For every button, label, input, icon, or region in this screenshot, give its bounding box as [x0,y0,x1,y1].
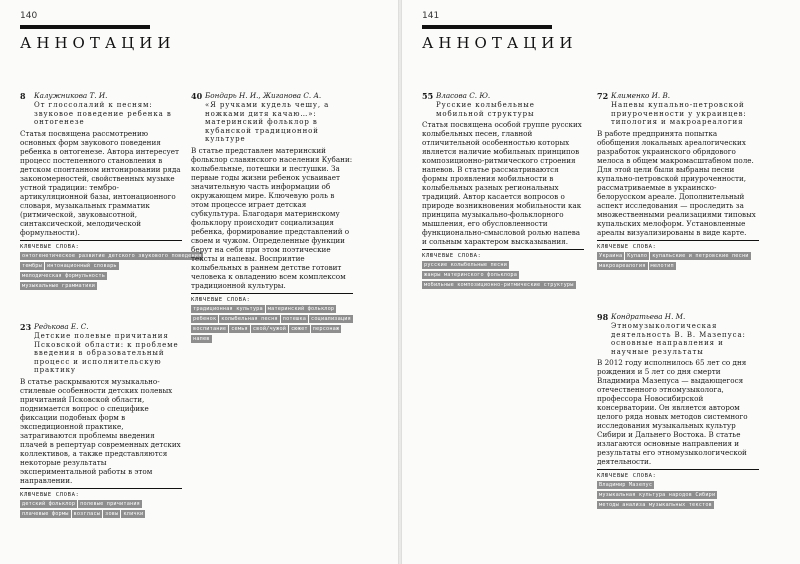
keyword-tag[interactable]: семья [231,325,248,332]
keyword-tag[interactable]: воспитание [193,325,227,332]
keywords-list [191,305,355,345]
keyword-tag[interactable]: зовы [105,510,119,517]
entry-author: Клименко И. В. [611,91,671,100]
entry-rule [191,293,353,294]
keyword-tag[interactable]: полевые причитания [80,500,140,507]
entry-title: Детские полевые причитания Псковской области: к проблеме введения в образовательный процесс и исполнительскую практику [34,332,179,375]
keywords-list [422,261,586,291]
entry-text: Статья посвящена особой группе русских колыбельных песен, главной отличительной особенностью которых является наличие мобильных принципов композиционно-ритмического строения напевов. В статье рассматриваются формы проявления мобильности в колыбельных разных региональных традиций. Автор касается вопросов о природе возникновения мобильности как принципа музыкально-фольклорного мышления, его обусловленности функционально-смысловой ролью напева и сольным характером высказывания. [422,120,582,247]
keyword-tag[interactable]: возгласы [73,510,101,517]
keyword-tag[interactable]: онтогенетическое развитие детского звукового поведения [22,252,202,259]
entry-author: Калужникова Т. И. [34,91,108,100]
entry-author: Кондратьева Н. М. [611,312,686,321]
header-rule [20,25,150,29]
entry-rule [597,240,759,241]
keyword-tag[interactable]: музыкальные грамматики [22,282,96,289]
keyword-tag[interactable]: русские колыбельные песни [424,262,508,269]
entry-number: 40 [191,91,203,101]
annotation-entry [597,91,759,272]
entry-number: 72 [597,91,609,101]
keyword-tag[interactable]: мелотип [650,262,674,269]
keyword-tag[interactable]: методы анализа музыкальных текстов [599,502,712,509]
entry-number: 8 [20,91,26,101]
page-number: 141 [422,11,440,21]
entry-title: Русские колыбельные мобильной структуры [436,101,535,118]
keyword-tag[interactable]: детский фольклор [22,500,76,507]
keyword-tag[interactable]: свой/чужой [252,325,287,332]
annotation-entry [20,322,182,520]
entry-title: Этномузыкологическая деятельность В. В. Мазепуса: основные направления и научные результаты [611,322,746,356]
entry-author: Власова С. Ю. [436,91,491,100]
annotation-entry [597,312,759,511]
right-page [402,0,800,564]
keyword-tag[interactable]: макроареалогия [599,262,646,269]
header-rule [422,25,552,29]
keywords-list [597,252,761,272]
keywords-label: КЛЮЧЕВЫЕ СЛОВА: [20,491,80,498]
keyword-tag[interactable]: напев [193,335,210,342]
keyword-tag[interactable]: потешка [282,315,307,322]
keyword-tag[interactable]: Украина [599,252,623,259]
keyword-tag[interactable]: музыкальная культура народов Сибири [599,492,716,499]
keywords-label: КЛЮЧЕВЫЕ СЛОВА: [597,243,657,250]
keyword-tag[interactable]: мобильные композиционно-ритмические структуры [424,282,574,289]
page-header: АННОТАЦИИ [422,34,578,52]
entry-number: 23 [20,322,32,332]
page-header: АННОТАЦИИ [20,34,176,52]
entry-number: 98 [597,312,609,322]
keywords-label: КЛЮЧЕВЫЕ СЛОВА: [191,296,251,303]
entry-author: Бондарь Н. И., Жиганова С. А. [205,91,322,100]
keyword-tag[interactable]: купальские и петровские песни [652,252,749,259]
entry-number: 55 [422,91,434,101]
keyword-tag[interactable]: традиционная культура [193,305,263,312]
keyword-tag[interactable]: жанры материнского фольклора [424,272,518,279]
keyword-tag[interactable]: клички [123,510,144,517]
keyword-tag[interactable]: ребенок [193,315,217,322]
keyword-tag[interactable]: Купало [627,252,648,259]
page-number: 140 [20,11,38,21]
entry-title: Напевы купально-петровской приуроченности у украинцев: типология и макроареалогия [611,101,747,127]
keyword-tag[interactable]: сюжет [291,325,308,332]
annotation-entry [191,91,353,345]
entry-title: «Я ручками кудель чешу, а ножками дитя качаю…»: материнский фольклор в кубанской традиционной культуре [205,101,330,144]
entry-title: От глоссолалий к песням: звуковое поведение ребенка в онтогенезе [34,101,172,127]
entry-rule [597,469,759,470]
keywords-label: КЛЮЧЕВЫЕ СЛОВА: [422,253,482,260]
keyword-tag[interactable]: мелодическая формульность [22,272,106,279]
keyword-tag[interactable]: тембры [22,262,42,269]
keyword-tag[interactable]: персонаж [312,325,340,332]
keywords-list [20,500,184,520]
keywords-list [597,481,761,511]
entry-author: Редькова Е. С. [34,322,89,331]
keywords-list [20,252,202,292]
entry-rule [422,249,584,250]
keyword-tag[interactable]: интонационный словарь [46,262,117,269]
entry-text: Статья посвящена рассмотрению основных форм звукового поведения ребенка в онтогенезе. Автора интересует процесс постепенного становления в детском спонтанном интонировании ряда закономерностей, свойственных музыке устной традиции: тембро-артикуляционной базы, интонационного словаря, музыкальных грамматик (ритмической, звуковысотной, синтаксической, мелодической формульности). [20,128,181,237]
entry-text: В работе предпринята попытка обобщения локальных ареалогических разработок украинского обрядового мелоса в общем макромасштабном поле. Для этой цели были выбраны песни купально-петровской приуроченности, рассматриваемые в украинско-белорусском ареале. Дополнительный аспект исследования — проследить за множественными реализациями типовых купальских мелоформ. Установленные ареалы визуализированы в виде карте. [597,128,756,237]
keyword-tag[interactable]: материнский фольклор [267,305,335,312]
entry-rule [20,240,182,241]
keyword-tag[interactable]: Владимир Мазепус [599,482,653,489]
annotation-entry [422,91,584,291]
keyword-tag[interactable]: плачевые формы [22,510,69,517]
keywords-label: КЛЮЧЕВЫЕ СЛОВА: [597,473,657,480]
entry-rule [20,488,182,489]
left-page [0,0,398,564]
entry-text: В 2012 году исполнилось 65 лет со дня рождения и 5 лет со дня смерти Владимира Мазепуса — выдающегося отечественного этномузыколога, профессора Новосибирской консерватории. Он является автором целого ряда новых методов системного исследования музыкальных культур Сибири и Дальнего Востока. В статье излагаются основные направления и результаты его этномузыкологической деятельности. [597,358,748,467]
keyword-tag[interactable]: колыбельная песня [221,315,278,322]
entry-text: В статье раскрываются музыкально-стилевые особенности детских полевых причитаний Псковской области, поднимается вопрос о специфике фиксации подобных форм в экспедиционной практике, затрагиваются проблемы введения плачей в репертуар современных детских коллективов, а также представляются некоторые результаты экспериментальной работы в этом направлении. [20,376,181,485]
keyword-tag[interactable]: социализация [311,315,351,322]
keywords-label: КЛЮЧЕВЫЕ СЛОВА: [20,243,80,250]
entry-text: В статье представлен материнский фольклор славянского населения Кубани: колыбельные, потешки и пестушки. За первые годы жизни ребенок усваивает значительную часть информации об окружающем мире. Ключевую роль в этом процессе играет детская субкультура. Благодаря материнскому фольклору происходит социализация ребенка, формирование представлений о своем и чужом. Определенные функции берут на себя при этом поэтические тексты и напевы. Восприятие колыбельных в раннем детстве готовит человека к овладению всем комплексом традиционной культуры. [191,145,353,290]
